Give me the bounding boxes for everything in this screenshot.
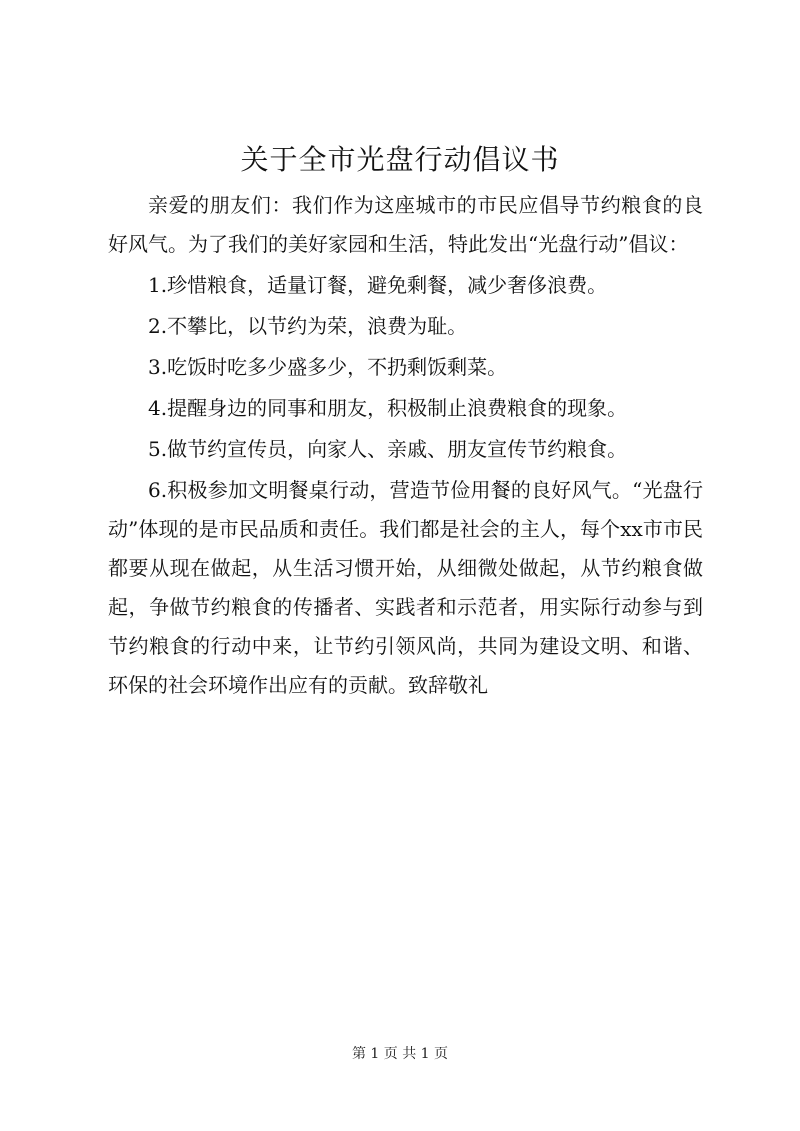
page-number-footer: 第 1 页 共 1 页 bbox=[351, 1046, 449, 1062]
closing-paragraph: 6.积极参加文明餐桌行动，营造节俭用餐的良好风气。“光盘行动”体现的是市民品质和责任。我们都是社会的主人，每个xx市市民都要从现在做起，从生活习惯开始，从细微处做起，从节约粮食做起，争做节约粮食的传播者、实践者和示范者，用实际行动参与到节约粮食的行动中来，让节约引领风尚，共同为建设文明、和谐、环保的社会环境作出应有的贡献。致辞敬礼 bbox=[108, 478, 703, 697]
list-item: 1.珍惜粮食，适量订餐，避免剩餐，减少奢侈浪费。 bbox=[148, 273, 608, 297]
list-item: 4.提醒身边的同事和朋友，积极制止浪费粮食的现象。 bbox=[148, 396, 628, 420]
intro-paragraph: 亲爱的朋友们：我们作为这座城市的市民应倡导节约粮食的良好风气。为了我们的美好家园和生活，特此发出“光盘行动”倡议： bbox=[108, 193, 703, 256]
document-title: 关于全市光盘行动倡议书 bbox=[240, 143, 560, 176]
list-item: 3.吃饭时吃多少盛多少，不扔剩饭剩菜。 bbox=[148, 355, 508, 379]
document-body bbox=[108, 186, 703, 705]
list-item: 2.不攀比，以节约为荣，浪费为耻。 bbox=[148, 314, 468, 338]
list-item: 5.做节约宣传员，向家人、亲戚、朋友宣传节约粮食。 bbox=[148, 437, 628, 461]
